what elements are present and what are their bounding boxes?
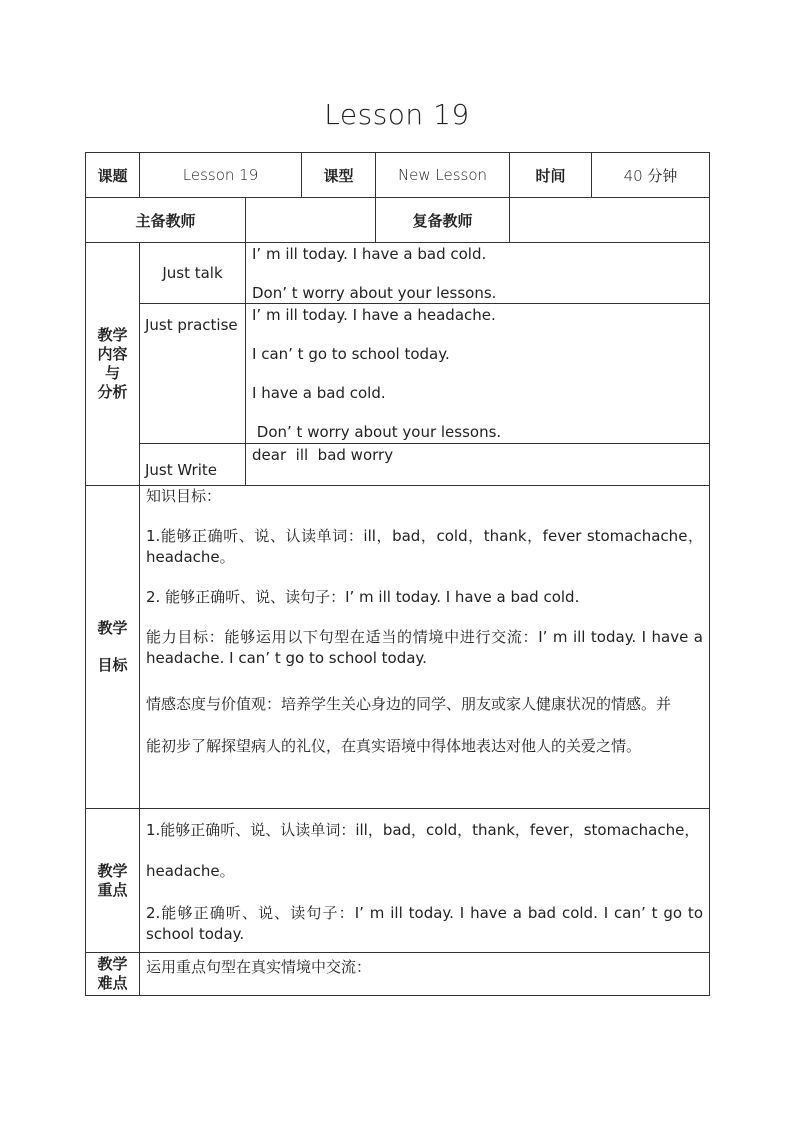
objectives-content	[140, 486, 710, 809]
content-label-line: 与	[104, 364, 120, 382]
type-label: 课型	[302, 153, 376, 198]
difficulty-row	[86, 953, 710, 996]
lesson-plan-table	[85, 152, 710, 996]
knowledge-objective-1: 1.能够正确听、说、认读单词：ill，bad，cold，thank，fever stomachache，headache。	[146, 527, 703, 566]
key-points-content	[140, 809, 710, 953]
just-write-label: Just Write	[140, 444, 246, 486]
difficulty-label	[86, 953, 140, 996]
content-label-line: 教学	[97, 326, 128, 344]
knowledge-objective-2: 2. 能够正确听、说、读句子：I’ m ill today. I have a bad cold.	[146, 588, 580, 606]
just-practise-line: Don’ t worry about your lessons.	[252, 423, 502, 441]
type-value: New Lesson	[376, 153, 510, 198]
review-teacher-value	[510, 198, 710, 243]
just-talk-row	[86, 243, 710, 304]
key-point-1-line-a: 1.能够正确听、说、认读单词：ill，bad，cold，thank，fever，stomachache，	[146, 821, 700, 839]
main-teacher-value	[246, 198, 376, 243]
key-points-label-line: 重点	[97, 880, 128, 899]
difficulty-content: 运用重点句型在真实情境中交流：	[140, 953, 710, 996]
document-title: Lesson 19	[324, 98, 470, 131]
just-talk-label: Just talk	[140, 243, 246, 304]
objectives-label-line: 目标	[97, 656, 128, 674]
difficulty-label-line: 教学	[97, 955, 128, 973]
key-points-label	[86, 809, 140, 953]
just-talk-content	[246, 243, 710, 304]
just-practise-row	[86, 304, 710, 444]
topic-value: Lesson 19	[140, 153, 302, 198]
objectives-label	[86, 486, 140, 809]
ability-objective: 能力目标：能够运用以下句型在适当的情境中进行交流：I’ m ill today. I have a headache. I can’ t go to school today.	[146, 628, 703, 667]
main-teacher-label: 主备教师	[86, 198, 246, 243]
just-practise-line: I have a bad cold.	[252, 384, 386, 402]
just-talk-line: Don’ t worry about your lessons.	[252, 284, 497, 302]
just-write-row	[86, 444, 710, 486]
emotion-objective-line-2: 能初步了解探望病人的礼仪，在真实语境中得体地表达对他人的关爱之情。	[146, 737, 642, 755]
just-practise-line: I’ m ill today. I have a headache.	[252, 306, 496, 324]
emotion-objective-line-1: 情感态度与价值观：培养学生关心身边的同学、朋友或家人健康状况的情感。并	[146, 695, 672, 713]
just-talk-line: I’ m ill today. I have a bad cold.	[252, 245, 487, 263]
time-value: 40 分钟	[592, 153, 710, 198]
just-practise-content	[246, 304, 710, 444]
key-point-2: 2.能够正确听、说、读句子：I’ m ill today. I have a bad cold. I can’ t go to school today.	[146, 904, 703, 943]
just-practise-label: Just practise	[140, 304, 246, 444]
content-analysis-label	[86, 243, 140, 486]
content-label-line: 分析	[97, 383, 128, 401]
key-points-label-line: 教学	[97, 861, 128, 880]
content-label-line: 内容	[97, 345, 128, 363]
key-point-1-line-b: headache。	[146, 862, 235, 880]
key-points-row	[86, 809, 710, 953]
knowledge-title: 知识目标：	[146, 487, 222, 505]
teacher-row	[86, 198, 710, 243]
objectives-label-line: 教学	[97, 619, 128, 637]
just-write-content: dear ill bad worry	[246, 444, 710, 486]
just-practise-line: I can’ t go to school today.	[252, 345, 450, 363]
time-label: 时间	[510, 153, 592, 198]
topic-label: 课题	[86, 153, 140, 198]
objectives-row	[86, 486, 710, 809]
difficulty-label-line: 难点	[97, 974, 128, 992]
review-teacher-label: 复备教师	[376, 198, 510, 243]
header-row	[86, 153, 710, 198]
